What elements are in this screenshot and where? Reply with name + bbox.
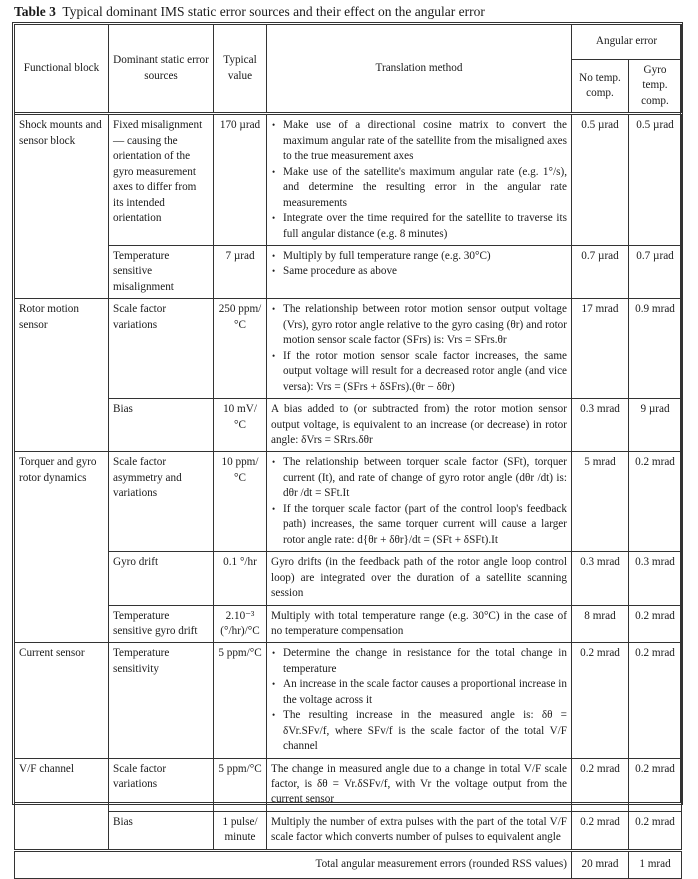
gyro-temp-comp-cell: 9 µrad [629,399,682,452]
typical-value-cell: 10 mV/°C [214,399,267,452]
translation-method-cell [267,452,572,552]
header-typical-value: Typical value [214,25,267,114]
table-row [15,452,682,552]
header-gyro-temp-comp: Gyro temp. comp. [629,60,682,114]
method-item: • The relationship between rotor motion sensor output voltage (Vrs), gyro rotor angle relative to the gyro casing (θr) and rotor motion sensor scale factor (SFrs) is: Vrs = SFrs.θr [283,302,567,348]
translation-method-cell: Multiply the number of extra pulses with the part of the total V/F scale factor which converts number of pulses to equivalent angle [267,811,572,850]
header-translation-method: Translation method [267,25,572,114]
translation-method-cell: The change in measured angle due to a change in total V/F scale factor, is δθ = Vr.δSFv/f, with Vr the voltage output from the current sensor [267,758,572,811]
no-temp-comp-cell: 0.3 mrad [572,399,629,452]
translation-method-cell: Gyro drifts (in the feedback path of the rotor angle loop control loop) are integrated over the duration of a satellite scanning session [267,552,572,605]
header-functional-block: Functional block [15,25,109,114]
gyro-temp-comp-cell: 0.9 mrad [629,299,682,399]
method-item: • The resulting increase in the measured angle is: δθ = δVr.SFv/f, where SFv/f is the scale factor of the total V/F channel [283,708,567,754]
error-source-cell: Scale factor asymmetry and variations [109,452,214,552]
translation-method-cell [267,114,572,246]
gyro-temp-comp-cell: 0.7 µrad [629,245,682,298]
table-caption [14,4,485,20]
total-label: Total angular measurement errors (rounded RSS values) [15,850,572,878]
header-row [15,25,682,60]
method-list [271,302,567,395]
gyro-temp-comp-cell: 0.3 mrad [629,552,682,605]
typical-value-cell: 2.10⁻³ (°/hr)/°C [214,605,267,643]
typical-value-cell: 10 ppm/°C [214,452,267,552]
table-row [15,552,682,605]
gyro-temp-comp-cell: 0.2 mrad [629,758,682,811]
error-source-cell: Temperature sensitivity [109,643,214,758]
method-list [271,455,567,548]
no-temp-comp-cell: 0.2 mrad [572,811,629,850]
total-gyro-temp-comp: 1 mrad [629,850,682,878]
header-error-sources: Dominant static error sources [109,25,214,114]
table-row [15,399,682,452]
translation-method-cell: Multiply with total temperature range (e.g. 30°C) in the case of no temperature compensation [267,605,572,643]
no-temp-comp-cell: 0.2 mrad [572,758,629,811]
method-item: • An increase in the scale factor causes a proportional increase in the voltage across it [283,677,567,708]
typical-value-cell: 7 µrad [214,245,267,298]
functional-block-cell: Current sensor [15,643,109,758]
translation-method-cell [267,245,572,298]
error-source-cell: Temperature sensitive gyro drift [109,605,214,643]
gyro-temp-comp-cell: 0.2 mrad [629,605,682,643]
method-item: • Make use of a directional cosine matrix to convert the maximum angular rate of the satellite from the misaligned axes to the true measurement axes [283,118,567,164]
functional-block-cell: V/F channel [15,758,109,850]
method-item: • Determine the change in resistance for the total change in temperature [283,646,567,677]
typical-value-cell: 0.1 °/hr [214,552,267,605]
table-label: Table 3 [14,4,56,19]
typical-value-cell: 250 ppm/°C [214,299,267,399]
typical-value-cell: 5 ppm/°C [214,643,267,758]
error-source-cell: Scale factor variations [109,299,214,399]
functional-block-cell: Shock mounts and sensor block [15,114,109,299]
no-temp-comp-cell: 8 mrad [572,605,629,643]
gyro-temp-comp-cell: 0.2 mrad [629,811,682,850]
header-angular-error: Angular error [572,25,682,60]
table-title: Typical dominant IMS static error sources and their effect on the angular error [62,4,485,19]
method-item: • If the torquer scale factor (part of the control loop's feedback path) increases, the same torquer current will cause a larger rotor angle rate: d{θr + δθr}/dt = (SFt + δSFt).It [283,502,567,548]
table-row [15,299,682,399]
functional-block-cell: Torquer and gyro rotor dynamics [15,452,109,643]
typical-value-cell: 5 ppm/°C [214,758,267,811]
table-row [15,114,682,246]
table-row [15,643,682,758]
method-item: • If the rotor motion sensor scale factor increases, the same output voltage will result for a decreased rotor angle (and vice versa): Vrs = (SFrs + δSFrs).(θr − δθr) [283,349,567,395]
error-sources-table [14,24,682,879]
no-temp-comp-cell: 0.2 mrad [572,643,629,758]
method-item: • Make use of the satellite's maximum angular rate (e.g. 1°/s), and determine the resulting error in the angular rate measurements [283,165,567,211]
table-row [15,605,682,643]
translation-method-cell [267,643,572,758]
error-source-cell: Gyro drift [109,552,214,605]
gyro-temp-comp-cell: 0.2 mrad [629,643,682,758]
error-source-cell: Temperature sensitive misalignment [109,245,214,298]
error-source-cell: Bias [109,399,214,452]
typical-value-cell: 1 pulse/ minute [214,811,267,850]
method-item: • Integrate over the time required for the satellite to traverse its full angular distance (e.g. 8 minutes) [283,211,567,242]
no-temp-comp-cell: 5 mrad [572,452,629,552]
method-list [271,118,567,242]
no-temp-comp-cell: 17 mrad [572,299,629,399]
translation-method-cell [267,299,572,399]
method-item: • Same procedure as above [283,264,567,279]
no-temp-comp-cell: 0.3 mrad [572,552,629,605]
table-row [15,245,682,298]
table-row [15,758,682,811]
translation-method-cell: A bias added to (or subtracted from) the rotor motion sensor output voltage, is equivalent to an increase (or decrease) in rotor angle: δVrs = SRrs.δθr [267,399,572,452]
functional-block-cell: Rotor motion sensor [15,299,109,452]
no-temp-comp-cell: 0.7 µrad [572,245,629,298]
no-temp-comp-cell: 0.5 µrad [572,114,629,246]
table-row [15,811,682,850]
error-source-cell: Scale factor variations [109,758,214,811]
header-no-temp-comp: No temp. comp. [572,60,629,114]
method-item: • The relationship between torquer scale factor (SFt), torquer current (It), and rate of change of gyro rotor angle (dθr /dt) is: dθr /dt = SFt.It [283,455,567,501]
method-list [271,249,567,280]
total-no-temp-comp: 20 mrad [572,850,629,878]
method-list [271,646,567,754]
total-row [15,850,682,878]
gyro-temp-comp-cell: 0.2 mrad [629,452,682,552]
method-item: • Multiply by full temperature range (e.g. 30°C) [283,249,567,264]
typical-value-cell: 170 µrad [214,114,267,246]
gyro-temp-comp-cell: 0.5 µrad [629,114,682,246]
error-source-cell: Bias [109,811,214,850]
error-source-cell: Fixed misalignment — causing the orientation of the gyro measurement axes to differ from its intended orientation [109,114,214,246]
